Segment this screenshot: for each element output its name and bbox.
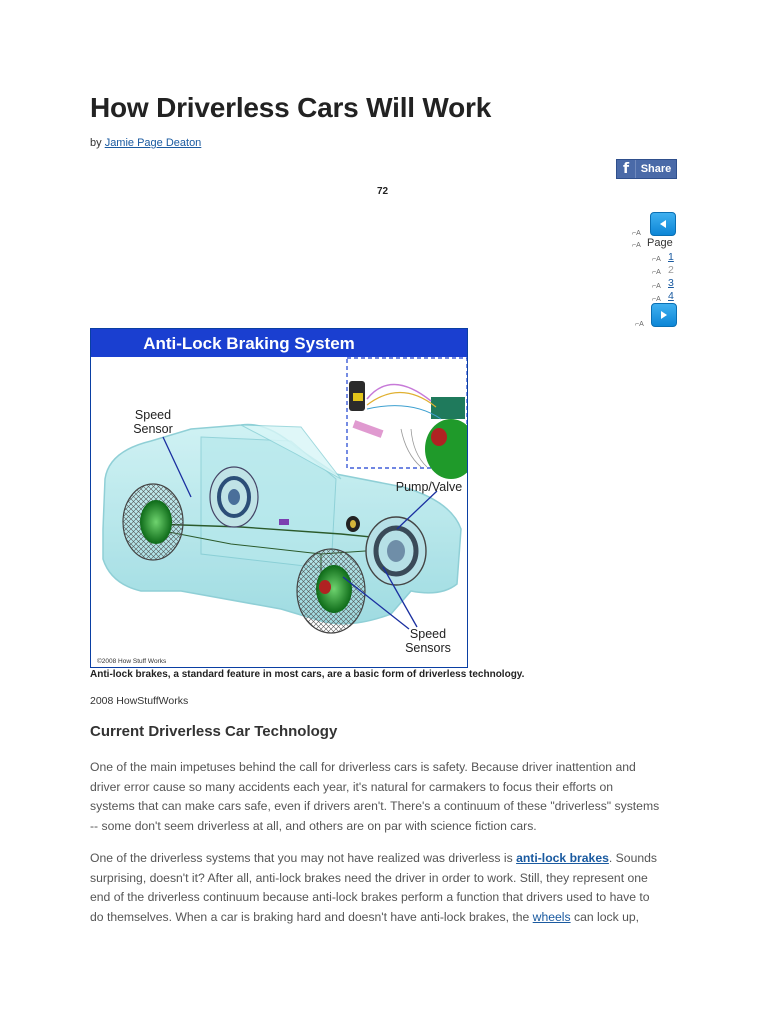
page-label: Page xyxy=(647,237,673,249)
anti-lock-brakes-link[interactable]: anti-lock brakes xyxy=(516,851,609,865)
wheels-link[interactable]: wheels xyxy=(532,909,571,924)
page-marker-icon: ⌐A xyxy=(652,283,661,290)
label-speed-sensor-line2: Sensor xyxy=(133,422,173,436)
page-marker-icon: ⌐A xyxy=(652,296,661,303)
paragraph-2 xyxy=(90,849,690,927)
next-page-button[interactable] xyxy=(651,303,677,327)
paragraph-text: do themselves. When a car is braking hard and doesn't have anti-lock brakes, the xyxy=(90,909,533,924)
figure-caption: Anti-lock brakes, a standard feature in most cars, are a basic form of driverless technology. xyxy=(90,669,525,680)
label-speed-sensor-line1: Speed xyxy=(134,408,172,422)
share-label: Share xyxy=(640,163,672,175)
arrow-right-icon xyxy=(659,310,669,320)
paragraph-line xyxy=(90,908,690,928)
page-marker-icon: ⌐A xyxy=(652,269,661,276)
section-heading: Current Driverless Car Technology xyxy=(90,723,338,740)
paragraph-line: systems that can make cars safe, even if drivers aren't. There's a continuum of these "driverless" systems xyxy=(90,799,660,813)
paragraph-text: One of the driverless systems that you may not have realized was driverless is xyxy=(90,851,517,865)
abs-diagram-figure xyxy=(90,328,468,668)
figure-copyright: ©2008 How Stuff Works xyxy=(97,658,167,665)
front-right-wheel xyxy=(366,517,426,585)
paragraph-line: One of the main impetuses behind the call for driverless cars is safety. Because driver inattention and xyxy=(90,760,636,774)
facebook-icon: f xyxy=(617,160,636,178)
rear-inner-wheel xyxy=(210,467,258,527)
author-link[interactable]: Jamie Page Deaton xyxy=(104,137,202,149)
label-pump-valve: Pump/Valve xyxy=(395,480,463,494)
page-link-1[interactable]: 1 xyxy=(668,251,674,263)
page-marker-icon: ⌐A xyxy=(632,242,641,249)
label-speed-sensors-line2: Sensors xyxy=(405,641,451,655)
paragraph-line: driver error cause so many accidents each year, it's natural for carmakers to focus their efforts on xyxy=(90,779,614,794)
page-link-3[interactable]: 3 xyxy=(668,277,674,289)
rear-wheel xyxy=(123,484,183,560)
byline-prefix: by xyxy=(90,137,102,149)
paragraph-text: . Sounds xyxy=(608,851,657,865)
paragraph-line: end of the driverless continuum because anti-lock brakes perform a function that drivers used to have to xyxy=(90,890,650,904)
paragraph-line xyxy=(90,849,690,869)
arrow-left-icon xyxy=(658,219,668,229)
page-marker-icon: ⌐A xyxy=(635,321,644,328)
prev-page-button[interactable] xyxy=(650,212,676,236)
paragraph-line: -- some don't seem driverless at all, and others are on par with science fiction cars. xyxy=(90,818,537,833)
page-marker-icon: ⌐A xyxy=(652,256,661,263)
paragraph-line: surprising, doesn't it? After all, anti-lock brakes need the driver in order to work. Still, they represent one xyxy=(90,870,648,885)
figure-title: Anti-Lock Braking System xyxy=(143,334,355,353)
page-link-4[interactable]: 4 xyxy=(668,290,674,302)
figure-credit: 2008 HowStuffWorks xyxy=(90,695,189,707)
abs-illustration xyxy=(91,329,467,667)
paragraph-1 xyxy=(90,758,690,836)
facebook-share-button[interactable] xyxy=(616,159,677,179)
share-count: 72 xyxy=(377,186,389,197)
front-left-wheel xyxy=(297,549,365,633)
page-current-2: 2 xyxy=(668,264,674,276)
byline xyxy=(90,137,201,149)
paragraph-text: can lock up, xyxy=(570,909,640,924)
inset-detail xyxy=(347,358,467,479)
label-speed-sensors-line1: Speed xyxy=(409,627,447,641)
page-marker-icon: ⌐A xyxy=(632,230,641,237)
article-title: How Driverless Cars Will Work xyxy=(90,92,492,123)
